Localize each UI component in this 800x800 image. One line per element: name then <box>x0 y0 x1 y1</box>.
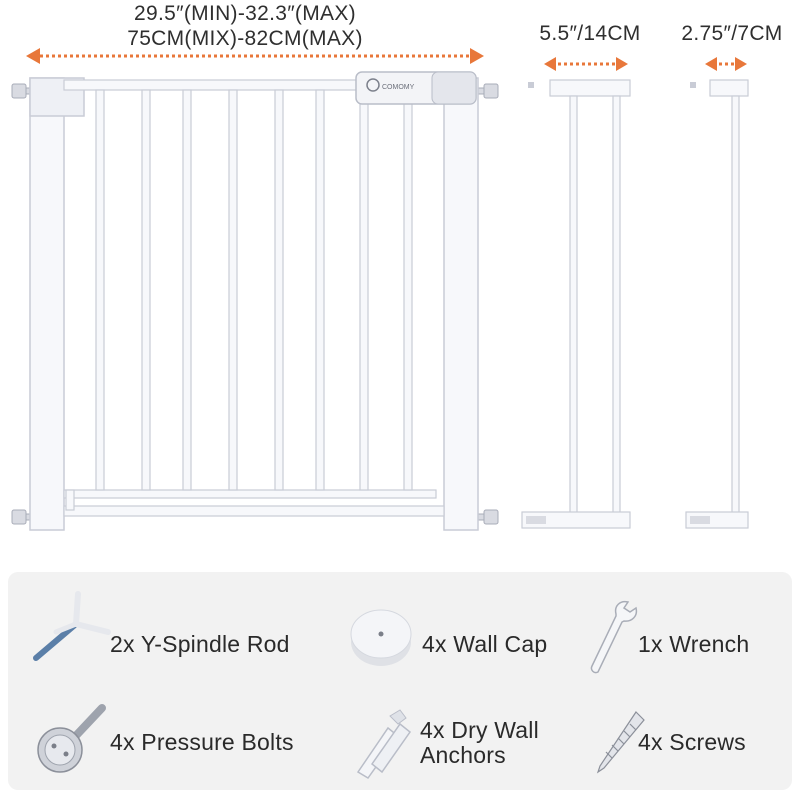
gate-pressure-bolt-top-right <box>478 84 498 98</box>
main-gate-width-arrow <box>26 48 484 64</box>
extension-small <box>686 80 748 528</box>
extension-large <box>522 80 630 528</box>
gate-pressure-bolt-bottom-right <box>478 510 498 524</box>
gate-vertical-bars <box>96 90 412 490</box>
y-spindle-rod-icon <box>26 588 116 668</box>
extension-small-width: 2.75″/7CM <box>681 22 783 45</box>
dry-wall-anchor-label: 4x Dry Wall Anchors <box>420 717 539 768</box>
screw-label: 4x Screws <box>638 729 746 755</box>
pressure-bolt-label: 4x Pressure Bolts <box>110 729 294 755</box>
main-gate <box>12 72 498 530</box>
gate-pressure-bolt-bottom-left <box>12 510 32 524</box>
wrench-label: 1x Wrench <box>638 631 750 657</box>
gate-pressure-bolt-top-left <box>12 84 32 98</box>
wall-cap-label: 4x Wall Cap <box>422 631 548 657</box>
pressure-bolt-icon <box>34 702 114 778</box>
accessories-panel <box>8 572 792 790</box>
extension-small-arrow <box>705 57 747 71</box>
dry-wall-anchor-icon <box>348 706 418 780</box>
wrench-icon <box>584 596 644 676</box>
extension-large-arrow <box>544 57 628 71</box>
brand-logo-text: COMOMY <box>382 84 415 91</box>
gate-lock-handle <box>356 72 476 104</box>
main-gate-width-min-max: 29.5″(MIN)-32.3″(MAX) <box>134 2 356 25</box>
main-gate-width-cm: 75CM(MIX)-82CM(MAX) <box>127 27 363 50</box>
y-spindle-rod-label: 2x Y-Spindle Rod <box>110 631 290 657</box>
wall-cap-icon <box>346 600 416 670</box>
extension-large-width: 5.5″/14CM <box>539 22 641 45</box>
